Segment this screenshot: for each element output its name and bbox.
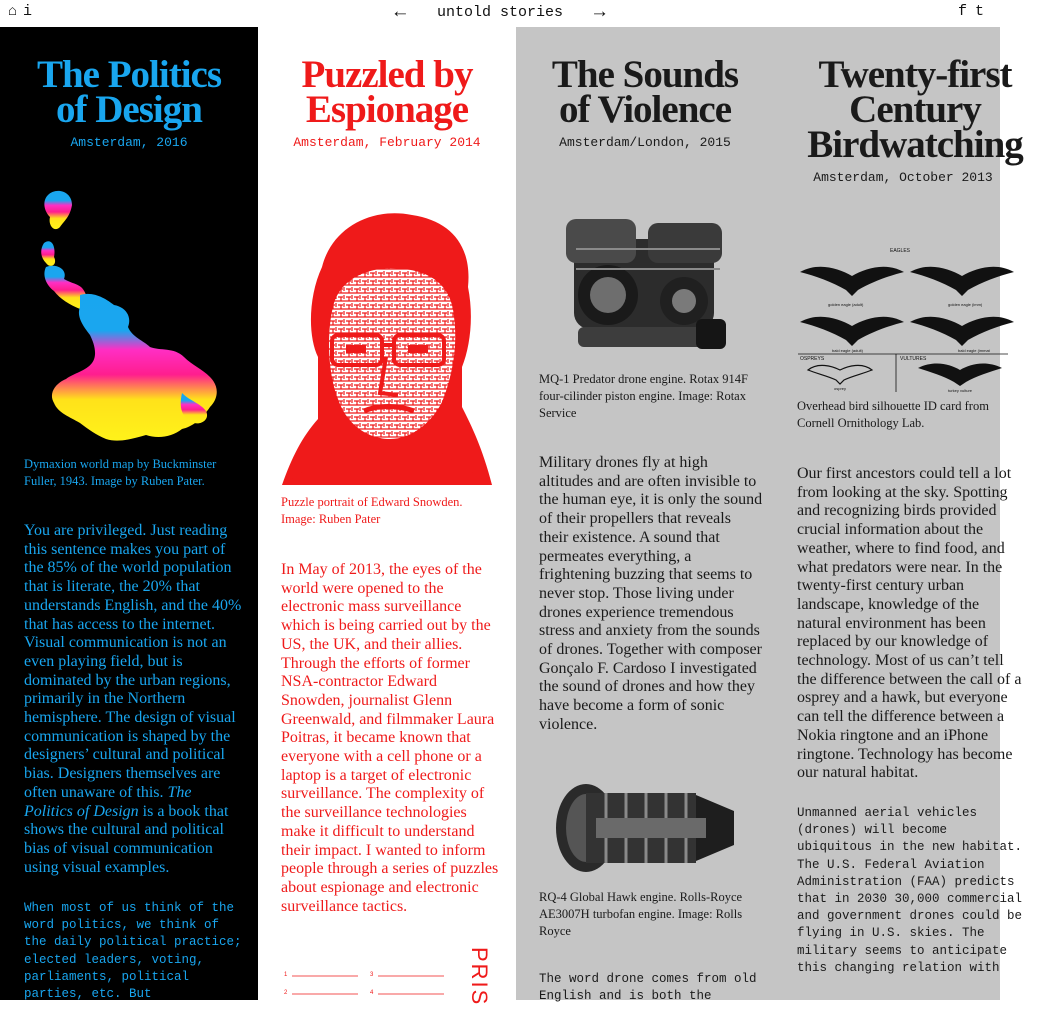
intro-text-part: You are privileged. Just reading this sentence makes you part of the 85% of the world population that is literate, the 20% that understands English, and the 40% that has access to the internet. Visual communication is not an even playing field, but is dominated by the urban regions, primarily in the Northern hemisphere. The design of visual communication is shaped by the designers’ cultural and political bias. Designers themselves are often unaware of this. (24, 522, 242, 801)
puzzle-lines-graphic (282, 967, 472, 1007)
story-title[interactable] (0, 53, 258, 131)
info-icon[interactable]: i (23, 3, 39, 20)
image-caption: MQ-1 Predator drone engine. Rotax 914F four-cilinder piston engine. Image: Rotax Service (539, 372, 748, 420)
title-line: Century (849, 88, 981, 131)
story-intro-text: Military drones fly at high altitudes and are often invisible to the human eye, it is only the sound of their propellers that reveals their existence. A sound that permeates everything, a frightening buzzing that seems to never stop. Those living under drones experience tremendous stress and anxiety from the sounds of drones. Together with composer Gonçalo F. Cardoso I investigated the sound of drones and how they have become a form of sonic violence. (539, 454, 763, 733)
image-caption: RQ-4 Global Hawk engine. Rolls-Royce AE3007H turbofan engine. Image: Rolls Royce (539, 890, 743, 938)
vertical-puzzle-label: PRIS (467, 947, 492, 1007)
story-politics-of-design[interactable] (0, 27, 258, 1000)
story-body-text: When most of us think of the word politics, we think of the daily political practice; elected leaders, voting, parliaments, political parties, etc. But (24, 901, 242, 1002)
card-label: bald eagle (adult) (832, 348, 863, 353)
grey-stories-panel (516, 27, 1023, 1004)
title-line: Espionage (305, 88, 469, 131)
story-intro-text (24, 522, 244, 877)
puzzle-number: 1 (284, 972, 288, 978)
image-caption: Dymaxion world map by Buckminster Fuller, 1943. Image by Ruben Pater. (24, 457, 217, 488)
twitter-icon[interactable]: t (974, 3, 992, 20)
book-title: The Politics of Design (24, 783, 192, 820)
story-body-text: The word drone comes from old English and is both the (539, 972, 757, 1004)
card-label: OSPREYS (800, 356, 825, 362)
story-title[interactable] (786, 53, 1044, 166)
bird-silhouette-card-image (798, 242, 1008, 392)
story-puzzled-by-espionage[interactable] (258, 27, 516, 1007)
card-label: golden eagle (imm) (948, 302, 983, 307)
title-line: of Violence (558, 88, 732, 131)
story-navigator (0, 3, 1000, 21)
story-sounds-of-violence[interactable] (516, 27, 774, 1004)
predator-engine-image (556, 209, 736, 359)
title-line: The Sounds (551, 53, 739, 96)
title-line: Birdwatching (807, 123, 1023, 166)
card-label: EAGLES (890, 248, 911, 254)
image-caption: Overhead bird silhouette ID card from Cornell Ornithology Lab. (797, 399, 989, 430)
home-icon[interactable]: ⌂ (8, 3, 24, 20)
story-title[interactable] (258, 53, 516, 131)
top-navigation-bar (0, 0, 1000, 27)
puzzle-answer-lines (282, 967, 472, 1007)
previous-arrow-icon[interactable]: ← (394, 1, 406, 23)
story-subtitle: Amsterdam, February 2014 (293, 135, 481, 150)
site-title[interactable]: untold stories (436, 3, 564, 21)
facebook-icon[interactable]: f (957, 3, 975, 20)
story-intro-text: Our first ancestors could tell a lot from looking at the sky. Spotting and recognizing birds provided crucial information about the weather, where to find food, and what predators were near. In the twenty-first century urban landscape, knowledge of the natural environment has been replaced by our knowledge of technology. Most of us can’t tell the difference between the call of a osprey and a hawk, but everyone can tell the difference between a Nokia ringtone and an iPhone ringtone. Technology has become our natural habitat. (797, 465, 1022, 782)
story-body-text: Unmanned aerial vehicles (drones) will become ubiquitous in the new habitat. The U.S. Federal Aviation Administration (FAA) predicts that in 2030 30,000 commercial and government drones could be flying in U.S. skies. The military seems to anticipate this changing relation with (797, 806, 1023, 975)
image-caption: Puzzle portrait of Edward Snowden. Image: Ruben Pater (281, 495, 463, 526)
title-line: Puzzled by (301, 53, 473, 96)
card-label: golden eagle (adult) (828, 302, 864, 307)
story-subtitle: Amsterdam, 2016 (70, 135, 188, 150)
global-hawk-engine-image (546, 773, 741, 883)
puzzle-number: 4 (370, 990, 374, 996)
card-label: osprey (834, 386, 847, 391)
puzzle-number: 2 (284, 990, 288, 996)
story-intro-text: In May of 2013, the eyes of the world were opened to the electronic mass surveillance which is being carried out by the US, the UK, and their allies. Through the efforts of former NSA-contractor Edward Snowden, journalist Glenn Greenwald, and filmmaker Laura Poitras, it became known that everyone with a cell phone or a laptop is a target of electronic surveillance. The complexity of the surveillance technologies make it difficult to understand their impact. I wanted to inform people through a series of puzzles about espionage and electronic surveillance tactics. (281, 561, 499, 915)
intro-text-part: is a book that shows the cultural and political bias of visual communication using visual examples. (24, 802, 229, 876)
card-label: VULTURES (900, 356, 927, 362)
title-line: Twenty-first (818, 53, 1012, 96)
social-links (958, 3, 992, 20)
story-subtitle: Amsterdam/London, 2015 (559, 135, 731, 150)
story-twenty-first-century-birdwatching[interactable] (774, 27, 1023, 1000)
next-arrow-icon[interactable]: → (594, 1, 606, 23)
snowden-puzzle-portrait-image (282, 207, 492, 485)
title-line: of Design (56, 88, 202, 131)
story-subtitle: Amsterdam, October 2013 (813, 170, 993, 185)
card-label: bald eagle (immat (958, 348, 990, 353)
card-label: turkey vulture (948, 388, 973, 393)
story-title[interactable] (516, 53, 774, 131)
dymaxion-map-image (34, 187, 222, 447)
title-line: The Politics (36, 53, 222, 96)
puzzle-number: 3 (370, 972, 374, 978)
